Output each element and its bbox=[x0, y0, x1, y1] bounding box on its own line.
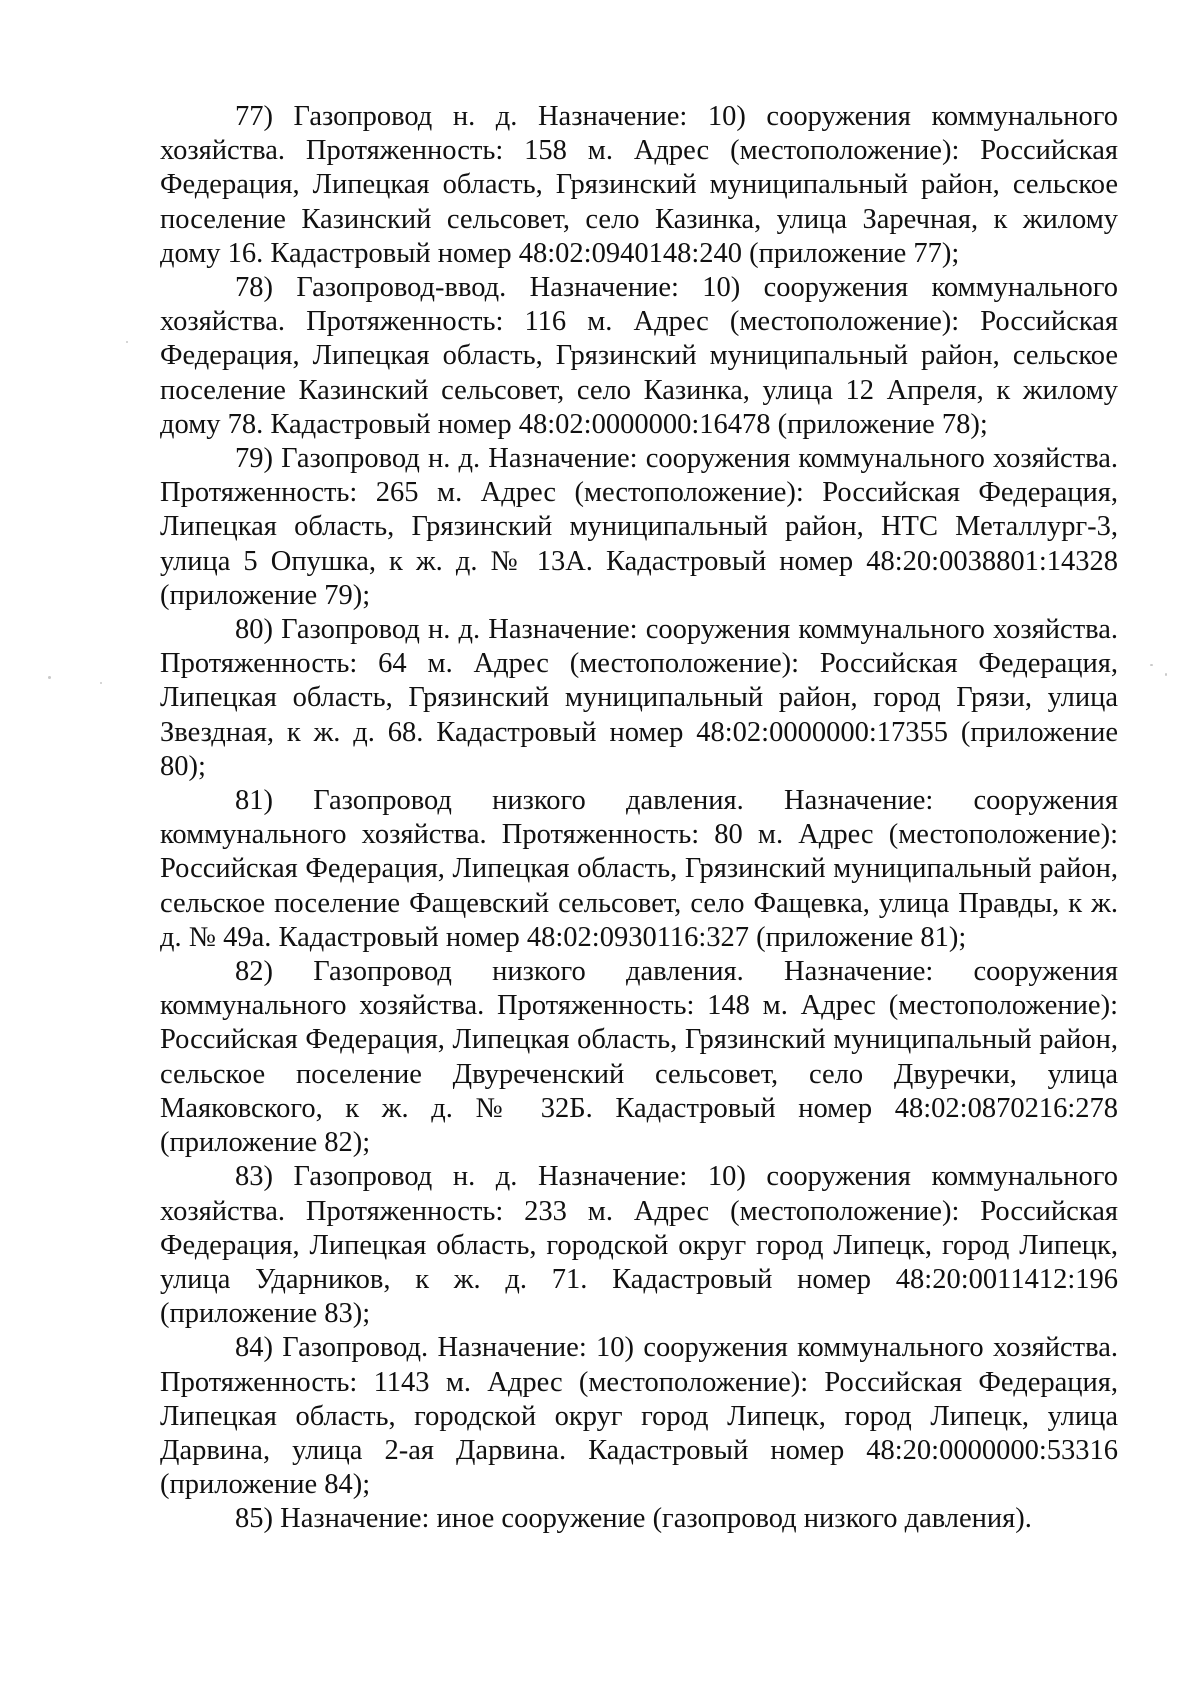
list-item-84: 84) Газопровод. Назначение: 10) сооружения коммунального хозяйства. Протяженность: 1143 м. Адрес (местоположение): Российская Федерация, Липецкая область, городской округ город Липецк, город Липецк, улица Дарвина, улица 2-ая Дарвина. Кадастровый номер 48:20:0000000:53316 (приложение 84); bbox=[160, 1332, 1118, 1501]
list-item-83: 83) Газопровод н. д. Назначение: 10) сооружения коммунального хозяйства. Протяженность: 233 м. Адрес (местоположение): Российская Федерация, Липецкая область, городской округ город Липецк, город Липецк, улица Ударников, к ж. д. 71. Кадастровый номер 48:20:0011412:196 (приложение 83); bbox=[160, 1161, 1118, 1330]
scan-speck bbox=[126, 341, 128, 343]
scan-speck bbox=[1150, 664, 1153, 666]
list-item-78: 78) Газопровод-ввод. Назначение: 10) сооружения коммунального хозяйства. Протяженность: 116 м. Адрес (местоположение): Российская Федерация, Липецкая область, Грязинский муниципальный район, сельское поселение Казинский сельсовет, село Казинка, улица 12 Апреля, к жилому дому 78. Кадастровый номер 48:02:0000000:16478 (приложение 78); bbox=[160, 272, 1118, 440]
scan-speck bbox=[100, 682, 102, 684]
scan-speck bbox=[48, 676, 51, 679]
list-item-82: 82) Газопровод низкого давления. Назначение: сооружения коммунального хозяйства. Протяженность: 148 м. Адрес (местоположение): Российская Федерация, Липецкая область, Грязинский муниципальный район, сельское поселение Двуреченский сельсовет, село Двуречки, улица Маяковского, к ж. д. № 32Б. Кадастровый номер 48:02:0870216:278 (приложение 82); bbox=[160, 956, 1118, 1159]
list-item-85: 85) Назначение: иное сооружение (газопровод низкого давления). bbox=[235, 1503, 1032, 1535]
document-body bbox=[160, 100, 1118, 1537]
list-item-81: 81) Газопровод низкого давления. Назначение: сооружения коммунального хозяйства. Протяженность: 80 м. Адрес (местоположение): Российская Федерация, Липецкая область, Грязинский муниципальный район, сельское поселение Фащевский сельсовет, село Фащевка, улица Правды, к ж. д. № 49а. Кадастровый номер 48:02:0930116:327 (приложение 81); bbox=[160, 785, 1118, 953]
list-item-80: 80) Газопровод н. д. Назначение: сооружения коммунального хозяйства. Протяженность: 64 м. Адрес (местоположение): Российская Федерация, Липецкая область, Грязинский муниципальный район, город Грязи, улица Звездная, к ж. д. 68. Кадастровый номер 48:02:0000000:17355 (приложение 80); bbox=[160, 614, 1118, 782]
list-item-79: 79) Газопровод н. д. Назначение: сооружения коммунального хозяйства. Протяженность: 265 м. Адрес (местоположение): Российская Федерация, Липецкая область, Грязинский муниципальный район, НТС Металлург-3, улица 5 Опушка, к ж. д. № 13А. Кадастровый номер 48:20:0038801:14328 (приложение 79); bbox=[160, 443, 1118, 611]
scan-speck bbox=[1165, 673, 1167, 676]
list-item-77: 77) Газопровод н. д. Назначение: 10) сооружения коммунального хозяйства. Протяженность: 158 м. Адрес (местоположение): Российская Федерация, Липецкая область, Грязинский муниципальный район, сельское поселение Казинский сельсовет, село Казинка, улица Заречная, к жилому дому 16. Кадастровый номер 48:02:0940148:240 (приложение 77); bbox=[160, 101, 1118, 269]
